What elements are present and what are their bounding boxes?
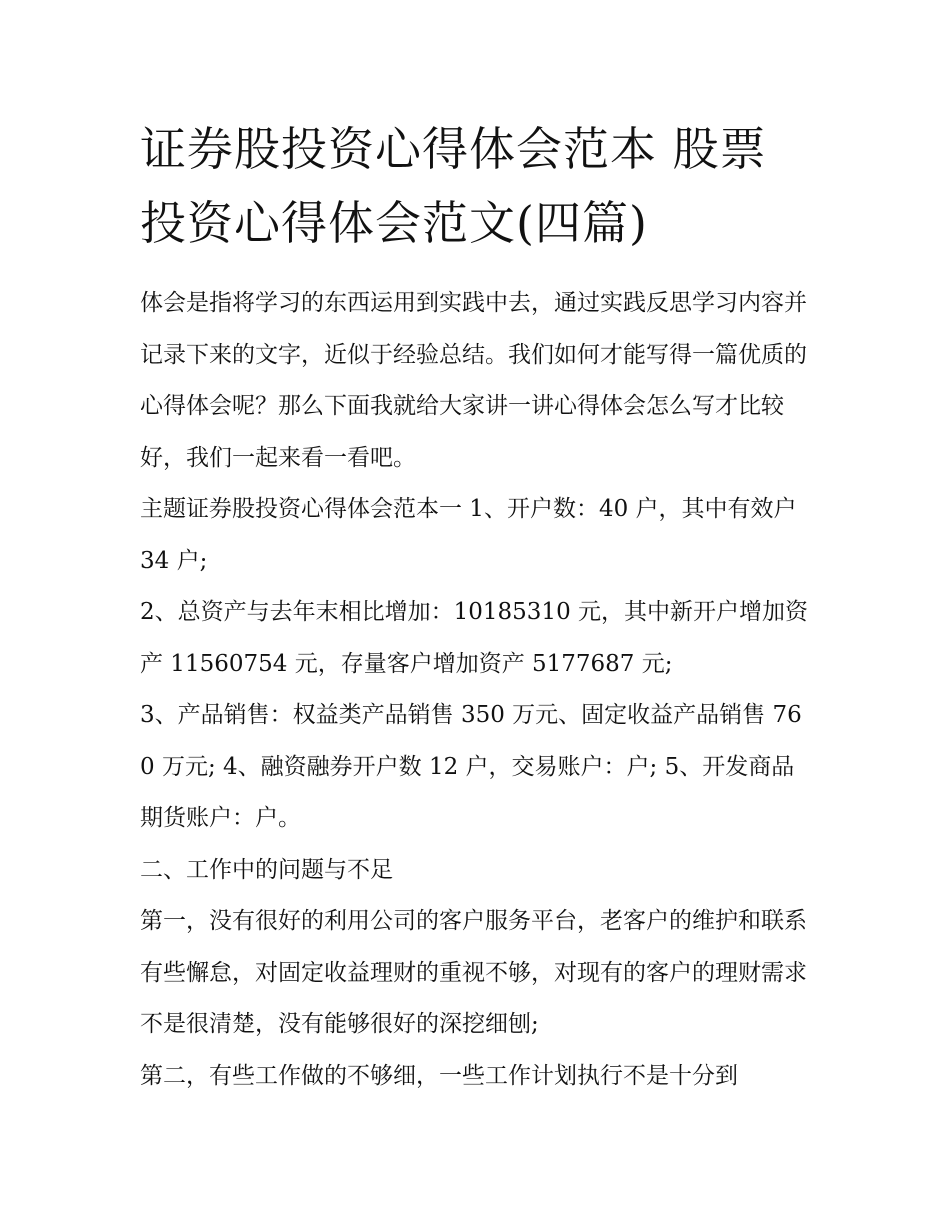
paragraph-total-assets: 2、总资产与去年末相比增加：10185310 元，其中新开户增加资产 11560754 元，存量客户增加资产 5177687 元; [140,599,809,677]
section-heading-problems: 二、工作中的问题与不足 [140,856,393,883]
paragraph-product-sales: 3、产品销售：权益类产品销售 350 万元、固定收益产品销售 760 万元; 4、融资融券开户数 12 户，交易账户：户; 5、开发商品期货账户：户。 [140,702,802,831]
document-body [140,112,812,1102]
document-title: 证券股投资心得体会范本 股票投资心得体会范文(四篇) [140,122,767,250]
paragraph-account-count: 主题证券股投资心得体会范本一 1、开户数：40 户，其中有效户 34 户; [140,496,797,574]
paragraph-intro: 体会是指将学习的东西运用到实践中去，通过实践反思学习内容并记录下来的文字，近似于经验总结。我们如何才能写得一篇优质的心得体会呢？那么下面我就给大家讲一讲心得体会怎么写才比较好，我们一起来看一看吧。 [140,290,807,471]
paragraph-problem-first: 第一，没有很好的利用公司的客户服务平台，老客户的维护和联系有些懈怠，对固定收益理财的重视不够，对现有的客户的理财需求不是很清楚，没有能够很好的深挖细刨; [140,908,807,1037]
paragraph-problem-second: 第二，有些工作做的不够细，一些工作计划执行不是十分到 [140,1062,738,1089]
